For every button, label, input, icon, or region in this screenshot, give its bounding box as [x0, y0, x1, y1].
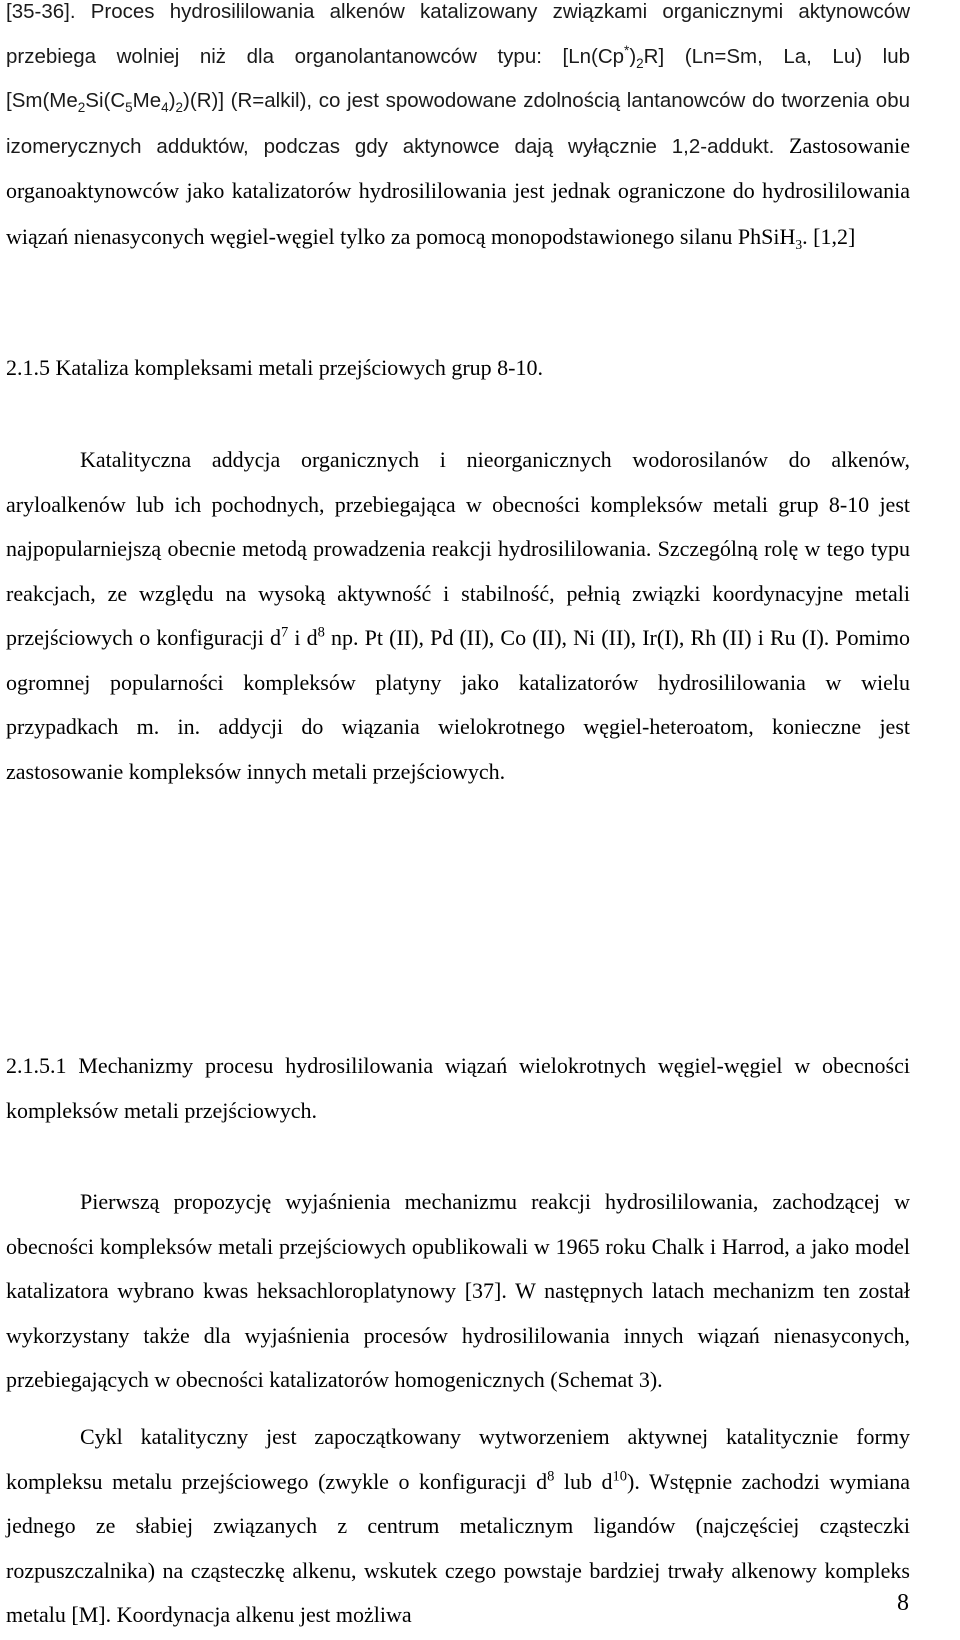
- intro-text-14: Zastosowanie organoaktynowców jako katalizatorów hydrosililowania jest jednak ograniczone do hydrosililowania wiązań nienasyconych węgiel-węgiel tylko za pomocą monopodstawionego silanu PhSiH: [6, 132, 910, 249]
- intro-text-11: ): [168, 89, 176, 112]
- intro-text-3: ): [629, 44, 637, 68]
- s215-sup-8: 8: [317, 624, 325, 641]
- section-2-1-5-1-paragraph-2: [6, 1415, 910, 1638]
- s215-sup-7: 7: [280, 624, 289, 641]
- intro-sub-15: 3: [795, 236, 803, 252]
- section-heading-2-1-5: 2.1.5 Kataliza kompleksami metali przejściowych grup 8-10.: [6, 355, 544, 380]
- intro-text-9: Me: [132, 89, 162, 112]
- section-heading-2-1-5-1: 2.1.5.1 Mechanizmy procesu hydrosililowania wiązań wielokrotnych węgiel-węgiel w obecności kompleksów metali przejściowych.: [6, 1053, 910, 1123]
- section-2-1-5-1-paragraph-1: Pierwszą propozycję wyjaśnienia mechanizmu reakcji hydrosililowania, zachodzącej w obecności kompleksów metali przejściowych opublikowali w 1965 roku Chalk i Harrod, a jako model katalizatora wybrano kwas heksachloroplatynowy [37]. W następnych latach mechanizm ten został wykorzystany także dla wyjaśnienia procesów hydrosililowania innych wiązań nienasyconych, przebiegających w obecności katalizatorów homogenicznych (Schemat 3).: [6, 1189, 910, 1392]
- intro-text-1: [35-36]. Proces hydrosililowania alkenów katalizowany związkami organicznymi aktynowców przebiega wolniej niż dla organolantanowców typu: [Ln(Cp: [6, 0, 910, 68]
- intro-sub-2: 2: [636, 55, 644, 71]
- intro-text-7: Si(C: [85, 89, 126, 112]
- s2151-text-b: lub d: [554, 1468, 613, 1494]
- section-2-1-5-paragraph: [6, 438, 910, 794]
- s215-text-b: i d: [288, 625, 318, 650]
- intro-sub-6: 2: [77, 100, 86, 116]
- s215-text-a: Katalityczna addycja organicznych i nieorganicznych wodorosilanów do alkenów, aryloalkenów lub ich pochodnych, przebiegająca w obecności kompleksów metali grup 8-10 jest najpopularniejszą obecnie metodą prowadzenia reakcji hydrosililowania. Szczególną rolę w tego typu reakcjach, ze względu na wysoką aktywność i stabilność, pełnią związki koordynacyjne metali przejściowych o konfiguracji d: [6, 447, 910, 650]
- intro-paragraph: [6, 0, 910, 260]
- intro-text-13: )(R)] (R=alkil), co jest spowodowane zdolnością lantanowców do tworzenia obu izomerycznych adduktów, podczas gdy aktynowce dają wyłącznie 1,2-addukt.: [6, 89, 910, 158]
- intro-text-5: R] (Ln=Sm, La, Lu) lub [Sm(Me: [6, 44, 910, 112]
- intro-sub-10: 4: [161, 100, 169, 116]
- intro-sub-8: 5: [125, 100, 133, 116]
- s2151-sup-10: 10: [612, 1468, 628, 1485]
- s2151-text-c: ). Wstępnie zachodzi wymiana jednego ze słabiej związanych z centrum metalicznym ligandów (najczęściej cząsteczki rozpuszczalnika) na cząsteczkę alkenu, wskutek czego powstaje bardziej trwały alkenowy kompleks metalu [M]. Koordynacja alkenu jest możliwa: [6, 1468, 910, 1627]
- s215-text-c: np. Pt (II), Pd (II), Co (II), Ni (II), Ir(I), Rh (II) i Ru (I). Pomimo ogromnej popularności kompleksów platyny jako katalizatorów hydrosililowania w wielu przypadkach m. in. addycji do wiązania wielokrotnego węgiel-heteroatom, konieczne jest zastosowanie kompleksów innych metali przejściowych.: [6, 625, 910, 784]
- s2151-text-a: Cykl katalityczny jest zapoczątkowany wytworzeniem aktywnej katalitycznie formy kompleksu metalu przejściowego (zwykle o konfiguracji d: [6, 1424, 910, 1494]
- page-number: 8: [897, 1590, 909, 1616]
- intro-text-16: . [1,2]: [802, 223, 856, 249]
- intro-sub-12: 2: [175, 100, 184, 116]
- intro-sup-star: *: [624, 42, 630, 58]
- s2151-sup-8: 8: [547, 1468, 555, 1485]
